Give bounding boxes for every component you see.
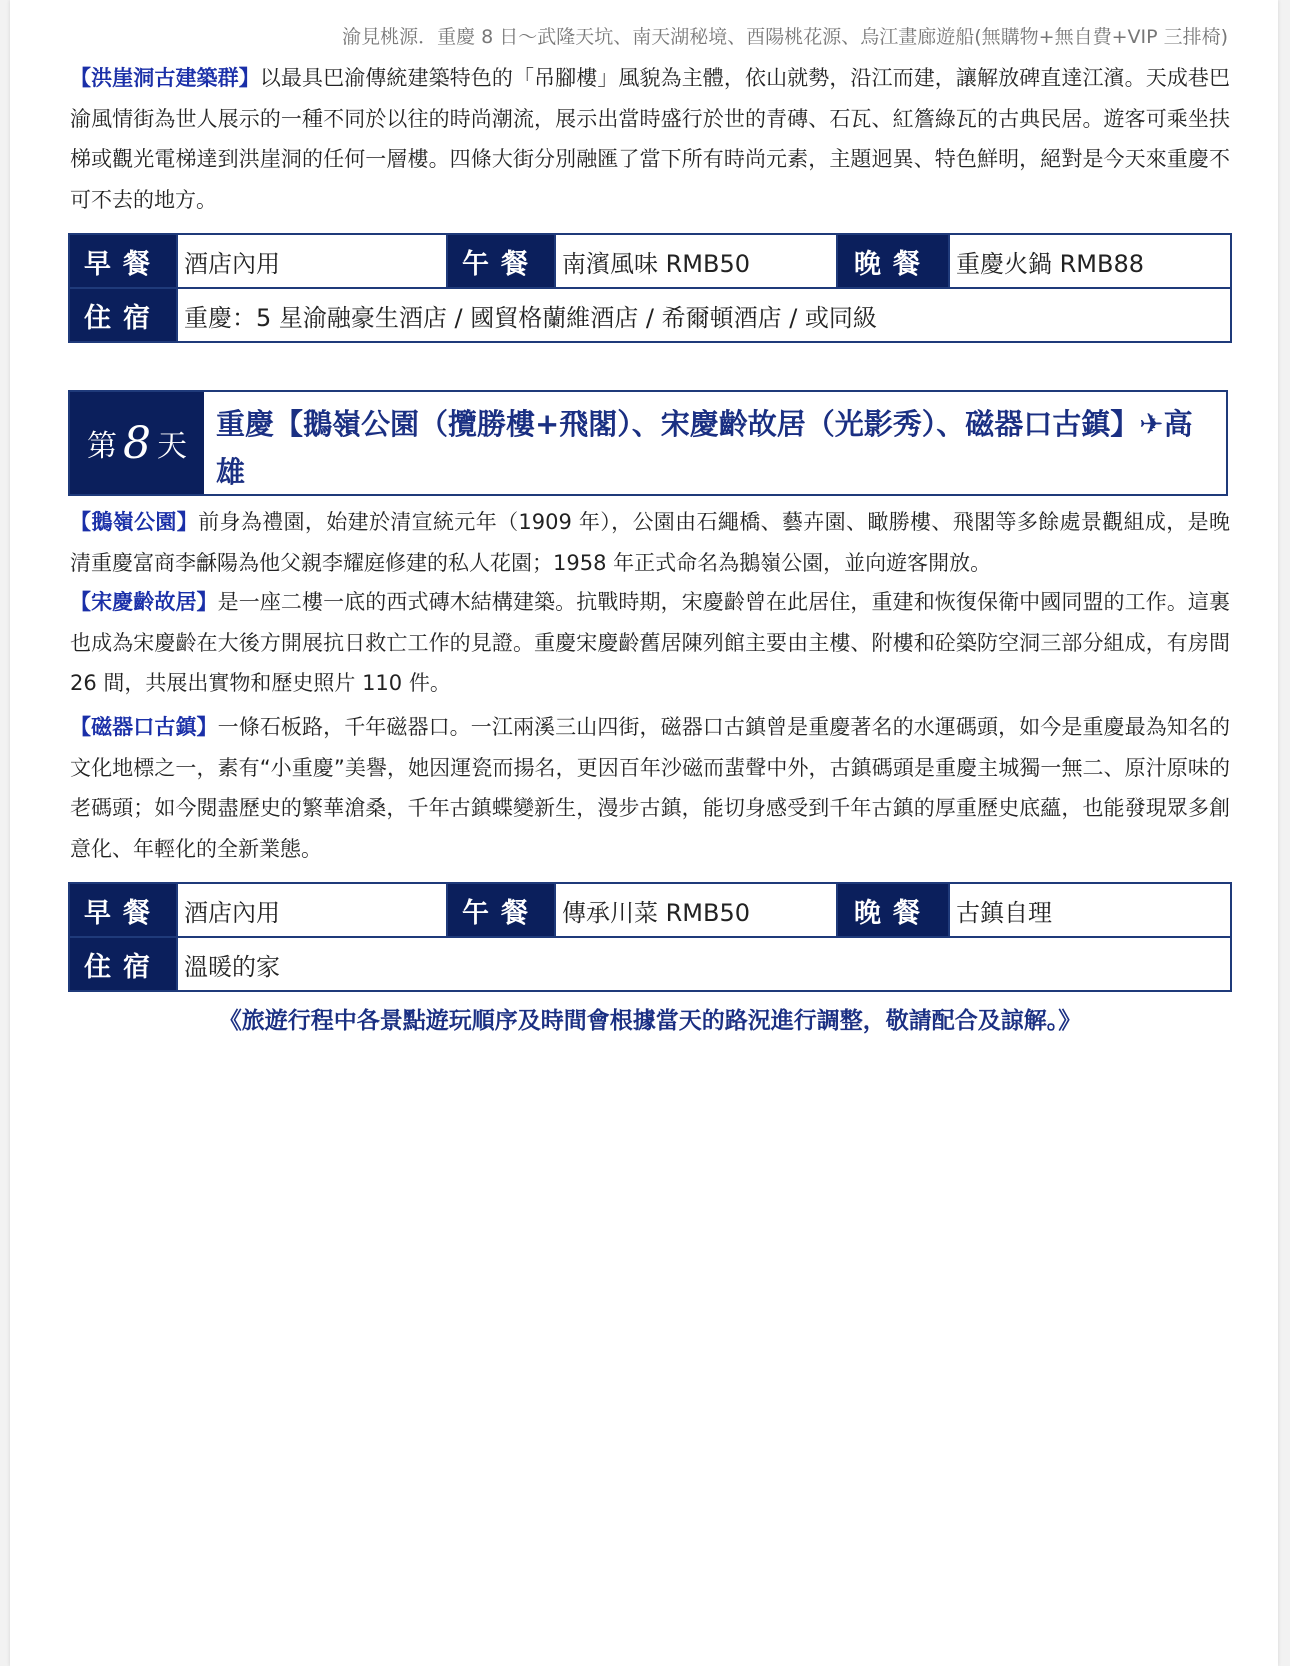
dinner-value: 重慶火鍋 RMB88 — [949, 234, 1231, 288]
breakfast-value: 酒店內用 — [177, 234, 447, 288]
paragraph-text: 是一座二樓一底的西式磚木結構建築。抗戰時期，宋慶齡曾在此居住，重建和恢復保衛中國同盟的工作。這裏也成為宋慶齡在大後方開展抗日救亡工作的見證。重慶宋慶齡舊居陳列館主要由主樓、附樓和砼築防空洞三部分組成，有房間 26 間，共展出實物和歷史照片 110 件。 — [70, 590, 1231, 695]
day8-paragraph-eling-park — [70, 502, 1230, 583]
itinerary-note: 《旅遊行程中各景點遊玩順序及時間會根據當天的路況進行調整，敬請配合及諒解。》 — [218, 1008, 1082, 1034]
lunch-value: 南濱風味 RMB50 — [555, 234, 837, 288]
document-page — [10, 0, 1278, 1666]
paragraph-text: 以最具巴渝傳統建築特色的「吊腳樓」風貌為主體，依山就勢，沿江而建，讓解放碑直達江濱。天成巷巴渝風情街為世人展示的一種不同於以往的時尚潮流，展示出當時盛行於世的青磚、石瓦、紅簷綠瓦的古典民居。遊客可乘坐扶梯或觀光電梯達到洪崖洞的任何一層樓。四條大街分別融匯了當下所有時尚元素，主題迥異、特色鮮明，絕對是今天來重慶不可不去的地方。 — [70, 66, 1231, 212]
day8-meals-table — [68, 882, 1232, 992]
dinner-label: 晚餐 — [837, 234, 949, 288]
running-header: 渝見桃源．重慶 8 日～武隆天坑、南天湖秘境、酉陽桃花源、烏江畫廊遊船(無購物+無自費+VIP 三排椅) — [342, 26, 1228, 48]
hotel-value: 重慶：5 星渝融豪生酒店 / 國貿格蘭維酒店 / 希爾頓酒店 / 或同級 — [177, 288, 1231, 342]
dinner-label: 晚餐 — [837, 883, 949, 937]
day-number: 8 — [123, 417, 151, 469]
lunch-label: 午餐 — [447, 234, 555, 288]
dinner-value: 古鎮自理 — [949, 883, 1231, 937]
lunch-value: 傳承川菜 RMB50 — [555, 883, 837, 937]
day-badge — [70, 392, 204, 494]
attraction-tag: 【磁器口古鎮】 — [70, 715, 218, 739]
attraction-tag: 【鵝嶺公園】 — [70, 510, 199, 534]
day7-paragraph-hongyadong — [70, 58, 1230, 220]
day-title: 重慶【鵝嶺公園（攬勝樓+飛閣）、宋慶齡故居（光影秀）、磁器口古鎮】✈高雄 — [216, 407, 1193, 489]
day8-header — [68, 390, 1228, 496]
breakfast-label: 早餐 — [69, 883, 177, 937]
attraction-tag: 【宋慶齡故居】 — [70, 590, 218, 614]
day8-paragraph-ciqikou — [70, 707, 1230, 869]
hotel-label: 住宿 — [69, 937, 177, 991]
attraction-tag: 【洪崖洞古建築群】 — [70, 66, 260, 90]
day8-paragraph-soong-ching-ling — [70, 582, 1230, 704]
breakfast-label: 早餐 — [69, 234, 177, 288]
paragraph-text: 前身為禮園，始建於清宣統元年（1909 年），公園由石繩橋、藝卉園、瞰勝樓、飛閣等多餘處景觀組成，是晚清重慶富商李龢陽為他父親李耀庭修建的私人花園；1958 年正式命名為鵝嶺公園，並向遊客開放。 — [70, 510, 1230, 575]
hotel-label: 住宿 — [69, 288, 177, 342]
breakfast-value: 酒店內用 — [177, 883, 447, 937]
lunch-label: 午餐 — [447, 883, 555, 937]
day-prefix: 第 — [87, 429, 117, 464]
paragraph-text: 一條石板路，千年磁器口。一江兩溪三山四街，磁器口古鎮曾是重慶著名的水運碼頭，如今是重慶最為知名的文化地標之一，素有“小重慶”美譽，她因運瓷而揚名，更因百年沙磁而蜚聲中外，古鎮碼頭是重慶主城獨一無二、原汁原味的老碼頭；如今閱盡歷史的繁華滄桑，千年古鎮蝶變新生，漫步古鎮，能切身感受到千年古鎮的厚重歷史底蘊，也能發現眾多創意化、年輕化的全新業態。 — [70, 715, 1231, 861]
day7-meals-table — [68, 233, 1232, 343]
day-suffix: 天 — [157, 429, 187, 464]
hotel-value: 溫暖的家 — [177, 937, 1231, 991]
